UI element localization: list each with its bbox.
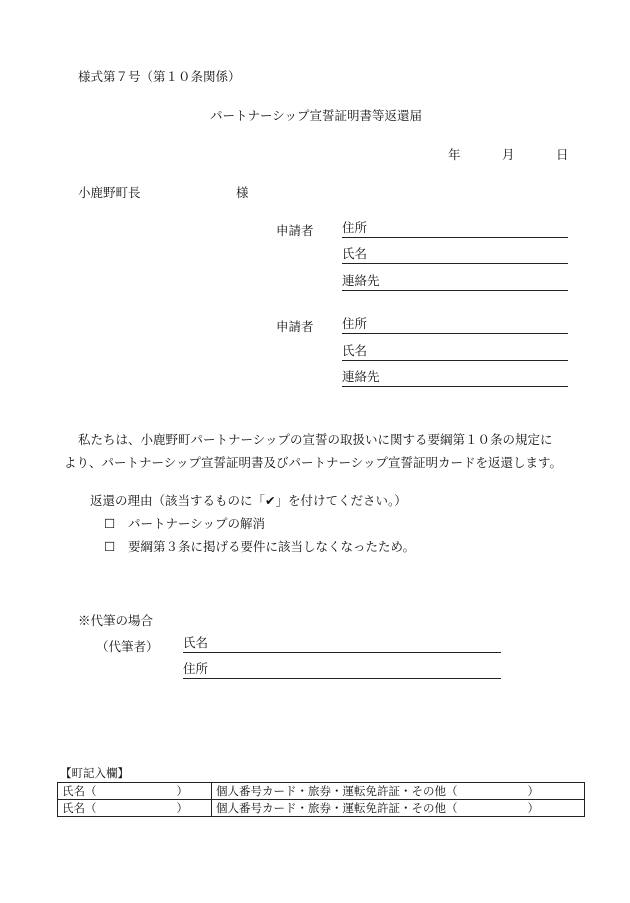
name-label: 氏名（	[62, 784, 97, 798]
option-label: 要綱第３条に掲げる要件に該当しなくなったため。	[127, 539, 415, 554]
checkbox-icon[interactable]: ☐	[104, 516, 116, 531]
form-number: 様式第７号（第１０条関係）	[78, 69, 241, 84]
office-use-table	[57, 782, 585, 817]
field-label: 氏名	[342, 246, 368, 261]
applicant-name-field[interactable]	[342, 245, 568, 264]
field-label: 住所	[183, 661, 209, 676]
applicant-name-field[interactable]	[342, 342, 568, 361]
reason-option-ineligible[interactable]	[104, 537, 415, 555]
id-cell[interactable]	[212, 783, 585, 800]
applicant-address-field[interactable]	[342, 315, 568, 334]
addressee-name: 小鹿野町長	[78, 185, 141, 200]
applicant-label: 申請者	[276, 319, 314, 334]
field-label: 連絡先	[342, 273, 380, 288]
id-label: 個人番号カード・旅券・運転免許証・その他（	[216, 801, 458, 815]
field-label: 連絡先	[342, 369, 380, 384]
applicant-label: 申請者	[276, 223, 314, 238]
proxy-label: （代筆者）	[96, 639, 159, 654]
applicant-contact-field[interactable]	[342, 272, 568, 291]
proxy-heading: ※代筆の場合	[78, 613, 154, 628]
form-title: パートナーシップ宣誓証明書等返還届	[210, 108, 423, 123]
addressee-honorific: 様	[236, 185, 249, 200]
option-label: パートナーシップの解消	[127, 516, 265, 531]
field-label: 住所	[342, 316, 368, 331]
reason-heading: 返還の理由（該当するものに「✔」を付けてください。）	[90, 493, 407, 508]
id-cell[interactable]	[212, 800, 585, 817]
reason-option-dissolution[interactable]	[104, 514, 265, 532]
applicant-contact-field[interactable]	[342, 368, 568, 387]
id-close: ）	[527, 784, 539, 798]
name-close: ）	[176, 784, 188, 798]
id-close: ）	[527, 801, 539, 815]
proxy-name-field[interactable]	[183, 634, 501, 653]
table-row	[58, 783, 585, 800]
name-close: ）	[176, 801, 188, 815]
proxy-address-field[interactable]	[183, 660, 501, 679]
applicant-address-field[interactable]	[342, 219, 568, 238]
name-cell[interactable]	[58, 800, 212, 817]
table-row	[58, 800, 585, 817]
date-month: 月	[502, 147, 515, 162]
office-heading: 【町記入欄】	[60, 766, 129, 780]
field-label: 住所	[342, 220, 368, 235]
field-label: 氏名	[183, 635, 209, 650]
date-year: 年	[448, 147, 461, 162]
date-day: 日	[556, 147, 569, 162]
body-line: より、パートナーシップ宣誓証明書及びパートナーシップ宣誓証明カードを返還します。	[64, 455, 563, 470]
checkbox-icon[interactable]: ☐	[104, 539, 116, 554]
field-label: 氏名	[342, 343, 368, 358]
id-label: 個人番号カード・旅券・運転免許証・その他（	[216, 784, 458, 798]
name-label: 氏名（	[62, 801, 97, 815]
name-cell[interactable]	[58, 783, 212, 800]
body-line: 私たちは、小鹿野町パートナーシップの宣誓の取扱いに関する要綱第１０条の規定に	[78, 432, 553, 447]
